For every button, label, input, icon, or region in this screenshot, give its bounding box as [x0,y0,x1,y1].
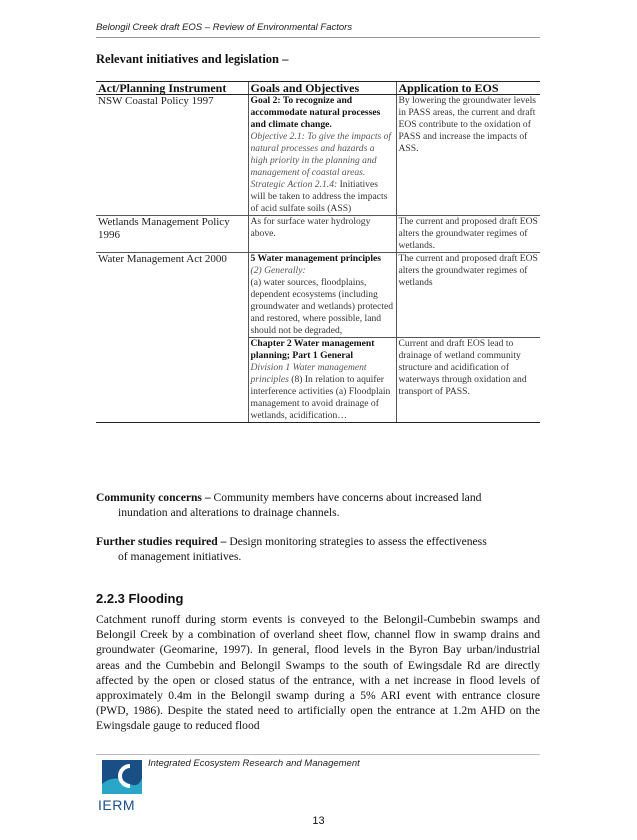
column-header: Goals and Objectives [248,82,396,95]
goal-title: 5 Water management principles [250,253,381,264]
community-text-cont: inundation and alterations to drainage channels. [118,506,340,519]
goal-text: (a) water sources, floodplains, dependent ecosystems (including groundwater and wetlands) protected and restored, where possible, land should not be degraded, [250,277,394,336]
subheading: Relevant initiatives and legislation – [96,52,289,66]
running-header: Belongil Creek draft EOS – Review of Environmental Factors [96,22,540,38]
further-text-cont: of management initiatives. [118,550,242,563]
community-concerns [96,490,540,520]
section-body: Catchment runoff during storm events is conveyed to the Belongil-Cumbebin swamps and Belongil Creek by a combination of overland sheet flow, channel flow in swamp drains and groundwater (Geomarine, 1997). In general, flood levels in the Byron Bay urban/industrial areas and the Cumbebin and Belongil Swamps to the south of Ewingsdale Rd are directly affected by the open or closed status of the entrance, with a net increase in flood levels of approximately 0.4m in the Belongil swamp during a 5% ARI event with entrance closure (PWD, 1986). Despite the stated need to artificially open the entrance at 1.2m AHD on the Ewingsdale gauge to reduced flood [96,613,540,733]
logo-text: IERM [98,797,135,813]
goal-text: Initiatives will be taken to address the impacts of acid sulfate soils (ASS) [250,179,388,214]
goals-cell: As for surface water hydrology above. [248,216,396,253]
goal-title: Chapter 2 Water management planning; Part 1 General [250,338,375,361]
table-row [96,253,540,338]
section-title: 2.2.3 Flooding [96,591,184,606]
goals-cell [248,95,396,216]
page-number: 13 [312,815,325,827]
goal-italic: Objective 2.1: To give the impacts of natural processes and hazards a high priority in the planning and management of coastal areas. Strategic Action 2.1.4: [250,131,392,190]
column-header: Act/Planning Instrument [96,82,248,95]
instrument-cell: Water Management Act 2000 [96,253,248,423]
community-text: Community members have concerns about increased land [210,491,482,504]
footer-org: Integrated Ecosystem Research and Management [148,758,360,769]
community-label: Community concerns – [96,491,211,504]
instrument-cell: NSW Coastal Policy 1997 [96,95,248,216]
further-text: Design monitoring strategies to assess the effectiveness [226,535,487,548]
goal-italic: (2) Generally: [250,265,306,276]
instrument-cell: Wetlands Management Policy 1996 [96,216,248,253]
further-studies [96,534,540,564]
goals-cell [248,253,396,338]
application-cell: Current and draft EOS lead to drainage of wetland community structure and acidification of waterways through oxidation and transport of PASS. [396,338,540,423]
table-header-row [96,82,540,95]
goal-title: Goal 2: To recognize and accommodate natural processes and climate change. [250,95,381,130]
goals-cell [248,338,396,423]
table-row [96,95,540,216]
table-row [96,216,540,253]
application-cell: The current and proposed draft EOS alters the groundwater regimes of wetlands [396,253,540,338]
column-header: Application to EOS [396,82,540,95]
application-cell: By lowering the groundwater levels in PASS areas, the current and draft EOS contribute to the oxidation of PASS and increase the impacts of ASS. [396,95,540,216]
legislation-table [96,81,540,423]
footer-divider [96,754,540,755]
goal-italic: Division 1 Water management principles [250,362,367,385]
application-cell: The current and proposed draft EOS alters the groundwater regimes of wetlands. [396,216,540,253]
further-label: Further studies required – [96,535,227,548]
goal-text: (8) In relation to aquifer interference activities (a) Floodplain management to avoid drainage of wetlands, acidification… [250,374,391,421]
